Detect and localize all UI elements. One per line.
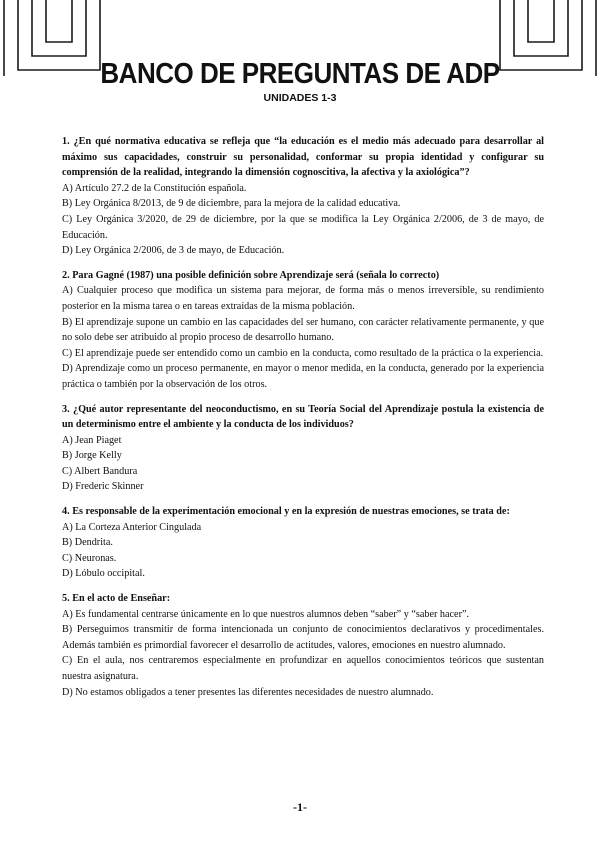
question-2-option-a: A) Cualquier proceso que modifica un sistema para mejorar, de forma más o menos irreversible, su rendimiento posterior en la misma tarea o en tareas extraídas de la misma población.	[62, 285, 544, 312]
question-2-option-c: C) El aprendizaje puede ser entendido como un cambio en la conducta, como resultado de la práctica o la experiencia.	[62, 347, 544, 359]
question-3	[62, 402, 544, 496]
question-1-option-c: C) Ley Orgánica 3/2020, de 29 de diciembre, por la que se modifica la Ley Orgánica 2/2006, de 3 de mayo, de Educación.	[62, 213, 544, 241]
page-number: -1-	[293, 800, 307, 814]
question-5-option-b: B) Perseguimos transmitir de forma intencionada un conjunto de conocimientos declarativos y procedimentales. Además también es primordial favorecer el desarrollo de actitudes, valores, emociones en nuestro alumnado.	[62, 624, 544, 651]
question-4-option-b: B) Dendrita.	[62, 537, 113, 549]
document-title: BANCO DE PREGUNTAS DE ADP	[100, 56, 500, 90]
question-5	[62, 591, 544, 700]
question-5-option-a: A) Es fundamental centrarse únicamente en lo que nuestros alumnos deben “saber” y “saber hacer”.	[62, 608, 470, 620]
question-1	[62, 134, 544, 259]
question-2	[62, 268, 544, 393]
question-1-option-d: D) Ley Orgánica 2/2006, de 3 de mayo, de Educación.	[62, 245, 285, 257]
question-5-option-c: C) En el aula, nos centraremos especialmente en profundizar en aquellos conocimientos teóricos que sustentan nuestra asignatura.	[62, 655, 544, 682]
question-2-text: 2. Para Gagné (1987) una posible definición sobre Aprendizaje será (señala lo correcto)	[62, 269, 440, 281]
question-5-option-d: D) No estamos obligados a tener presentes las diferentes necesidades de nuestro alumnado.	[62, 686, 434, 698]
question-2-option-d: D) Aprendizaje como un proceso permanente, en mayor o menor medida, en la conducta, generado por la experiencia práctica o también por la observación de los otros.	[62, 363, 544, 390]
question-2-option-b: B) El aprendizaje supone un cambio en las capacidades del ser humano, con carácter relativamente permanente, y que no solo debe ser atribuido al propio proceso de desarrollo humano.	[62, 316, 544, 344]
question-3-option-a: A) Jean Piaget	[62, 434, 122, 446]
question-1-option-a: A) Artículo 27.2 de la Constitución española.	[62, 182, 247, 194]
question-1-text: 1. ¿En qué normativa educativa se refleja que “la educación es el medio más adecuado para desarrollar al máximo sus capacidades, construir su personalidad, conformar su propia identidad y configurar su comprensión de la realidad, integrando la dimensión cognoscitiva, la afectiva y la axiológica”?	[62, 136, 544, 179]
question-3-text: 3. ¿Qué autor representante del neoconductismo, en su Teoría Social del Aprendizaje postula la existencia de un determinismo entre el ambiente y la conducta de los individuos?	[62, 403, 544, 431]
question-4-text: 4. Es responsable de la experimentación emocional y en la expresión de nuestras emociones, se trata de:	[62, 506, 510, 518]
question-5-text: 5. En el acto de Enseñar:	[62, 593, 171, 605]
question-4-option-a: A) La Corteza Anterior Cingulada	[62, 521, 202, 533]
question-3-option-b: B) Jorge Kelly	[62, 450, 122, 462]
question-1-option-b: B) Ley Orgánica 8/2013, de 9 de diciembre, para la mejora de la calidad educativa.	[62, 198, 401, 210]
question-3-option-c: C) Albert Bandura	[62, 465, 138, 477]
document-subtitle: UNIDADES 1-3	[263, 92, 337, 104]
question-4	[62, 504, 544, 582]
question-4-option-c: C) Neuronas.	[62, 552, 117, 564]
question-4-option-d: D) Lóbulo occipital.	[62, 568, 145, 580]
question-3-option-d: D) Frederic Skinner	[62, 481, 144, 493]
questions-list	[62, 134, 544, 709]
